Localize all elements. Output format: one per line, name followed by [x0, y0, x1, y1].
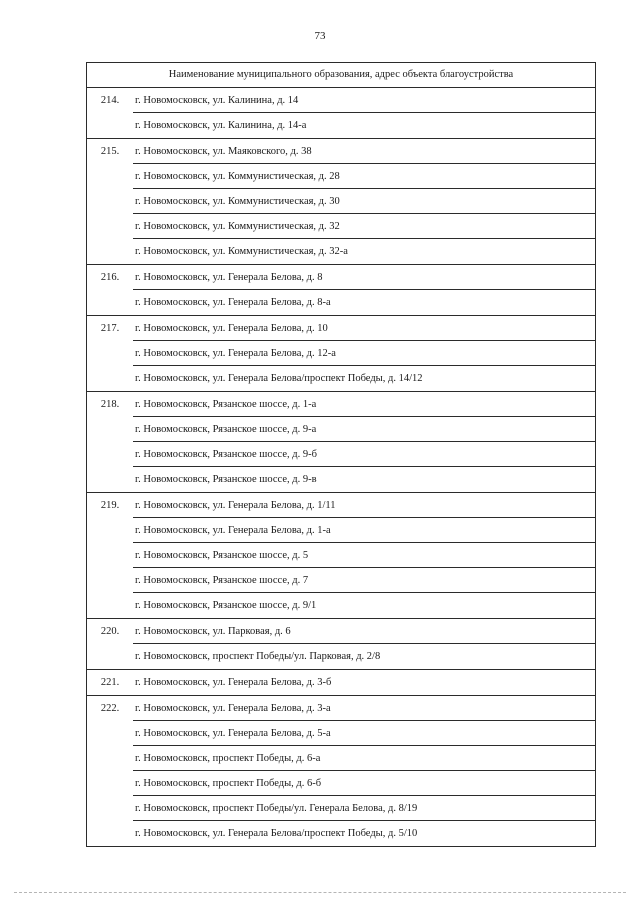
- table-row: [87, 88, 595, 113]
- page-number: 73: [314, 30, 326, 42]
- table-group: [87, 392, 595, 493]
- table-group: [87, 139, 595, 265]
- row-number: [87, 113, 133, 138]
- row-number: [87, 239, 133, 264]
- address-cell: г. Новомосковск, Рязанское шоссе, д. 9/1: [135, 600, 317, 611]
- row-number: 216.: [100, 272, 120, 283]
- table-row: [87, 290, 595, 315]
- table-row: [87, 392, 595, 417]
- table-row: [87, 467, 595, 492]
- table-row: [87, 644, 595, 669]
- row-number: 222.: [100, 703, 120, 714]
- table-group: [87, 316, 595, 392]
- table-row: [87, 670, 595, 695]
- table-row: [87, 796, 595, 821]
- table-row: [87, 442, 595, 467]
- table-row: [87, 189, 595, 214]
- row-number: [87, 417, 133, 442]
- address-cell: г. Новомосковск, ул. Коммунистическая, д. 32: [133, 214, 595, 239]
- address-cell: г. Новомосковск, ул. Маяковского, д. 38: [133, 139, 595, 164]
- address-cell: г. Новомосковск, проспект Победы, д. 6-б: [133, 771, 595, 796]
- table-row: [87, 316, 595, 341]
- address-cell: г. Новомосковск, ул. Генерала Белова/проспект Победы, д. 5/10: [135, 828, 418, 839]
- table-row: [87, 139, 595, 164]
- address-cell: г. Новомосковск, ул. Калинина, д. 14: [133, 88, 595, 113]
- row-number: [87, 442, 133, 467]
- address-cell: г. Новомосковск, ул. Генерала Белова/проспект Победы, д. 14/12: [135, 373, 423, 384]
- row-number: 215.: [100, 146, 120, 157]
- table-row: [87, 543, 595, 568]
- row-number: 217.: [100, 323, 120, 334]
- row-number: [87, 467, 133, 492]
- address-cell: г. Новомосковск, ул. Генерала Белова, д. 8-а: [135, 297, 331, 308]
- table-group: [87, 670, 595, 696]
- table-row: [87, 417, 595, 442]
- table-group: [87, 619, 595, 670]
- table-row: [87, 239, 595, 264]
- address-cell: г. Новомосковск, ул. Парковая, д. 6: [133, 619, 595, 644]
- address-cell: г. Новомосковск, Рязанское шоссе, д. 1-а: [133, 392, 595, 417]
- table-row: [87, 746, 595, 771]
- table-row: [87, 771, 595, 796]
- row-number: 214.: [100, 95, 120, 106]
- row-number: [87, 164, 133, 189]
- address-cell: г. Новомосковск, ул. Генерала Белова, д. 10: [133, 316, 595, 341]
- row-number: [87, 771, 133, 796]
- table-row: [87, 164, 595, 189]
- address-cell: г. Новомосковск, Рязанское шоссе, д. 9-в: [135, 474, 317, 485]
- row-number: [87, 366, 133, 391]
- table-row: [87, 341, 595, 366]
- table-group: [87, 265, 595, 316]
- address-cell: г. Новомосковск, Рязанское шоссе, д. 5: [133, 543, 595, 568]
- table-row: [87, 721, 595, 746]
- table-row: [87, 696, 595, 721]
- address-cell: г. Новомосковск, ул. Коммунистическая, д. 32-а: [135, 246, 348, 257]
- table-row: [87, 593, 595, 618]
- row-number: [87, 341, 133, 366]
- row-number: 219.: [100, 500, 120, 511]
- table-row: [87, 619, 595, 644]
- address-cell: г. Новомосковск, ул. Генерала Белова, д. 1/11: [133, 493, 595, 518]
- row-number: [87, 821, 133, 846]
- address-cell: г. Новомосковск, ул. Генерала Белова, д. 1-а: [133, 518, 595, 543]
- row-number: 218.: [100, 399, 120, 410]
- table-row: [87, 568, 595, 593]
- scan-artifact-line: [14, 892, 626, 894]
- row-number: 221.: [100, 677, 120, 688]
- row-number: [87, 593, 133, 618]
- address-cell: г. Новомосковск, проспект Победы, д. 6-а: [133, 746, 595, 771]
- table-row: [87, 518, 595, 543]
- table-row: [87, 366, 595, 391]
- address-cell: г. Новомосковск, ул. Коммунистическая, д. 30: [133, 189, 595, 214]
- row-number: [87, 189, 133, 214]
- row-number: [87, 568, 133, 593]
- address-cell: г. Новомосковск, ул. Генерала Белова, д. 3-б: [135, 677, 332, 688]
- row-number: [87, 543, 133, 568]
- table-body: [87, 88, 595, 846]
- address-cell: г. Новомосковск, ул. Калинина, д. 14-а: [135, 120, 307, 131]
- row-number: [87, 796, 133, 821]
- address-table: [86, 62, 596, 847]
- table-row: [87, 265, 595, 290]
- address-cell: г. Новомосковск, ул. Генерала Белова, д. 3-а: [133, 696, 595, 721]
- address-cell: г. Новомосковск, Рязанское шоссе, д. 9-а: [133, 417, 595, 442]
- row-number: [87, 746, 133, 771]
- row-number: [87, 214, 133, 239]
- address-cell: г. Новомосковск, Рязанское шоссе, д. 7: [133, 568, 595, 593]
- address-cell: г. Новомосковск, ул. Генерала Белова, д. 8: [133, 265, 595, 290]
- address-cell: г. Новомосковск, проспект Победы/ул. Парковая, д. 2/8: [135, 651, 381, 662]
- table-row: [87, 214, 595, 239]
- table-row: [87, 113, 595, 138]
- address-cell: г. Новомосковск, ул. Генерала Белова, д. 5-а: [133, 721, 595, 746]
- address-cell: г. Новомосковск, ул. Коммунистическая, д. 28: [133, 164, 595, 189]
- row-number: 220.: [100, 626, 120, 637]
- row-number: [87, 721, 133, 746]
- table-row: [87, 493, 595, 518]
- address-cell: г. Новомосковск, проспект Победы/ул. Генерала Белова, д. 8/19: [133, 796, 595, 821]
- row-number: [87, 290, 133, 315]
- table-group: [87, 696, 595, 846]
- row-number: [87, 518, 133, 543]
- address-cell: г. Новомосковск, ул. Генерала Белова, д. 12-а: [133, 341, 595, 366]
- table-group: [87, 493, 595, 619]
- table-row: [87, 821, 595, 846]
- table-group: [87, 88, 595, 139]
- table-header: Наименование муниципального образования, адрес объекта благоустройства: [87, 63, 595, 88]
- address-cell: г. Новомосковск, Рязанское шоссе, д. 9-б: [133, 442, 595, 467]
- row-number: [87, 644, 133, 669]
